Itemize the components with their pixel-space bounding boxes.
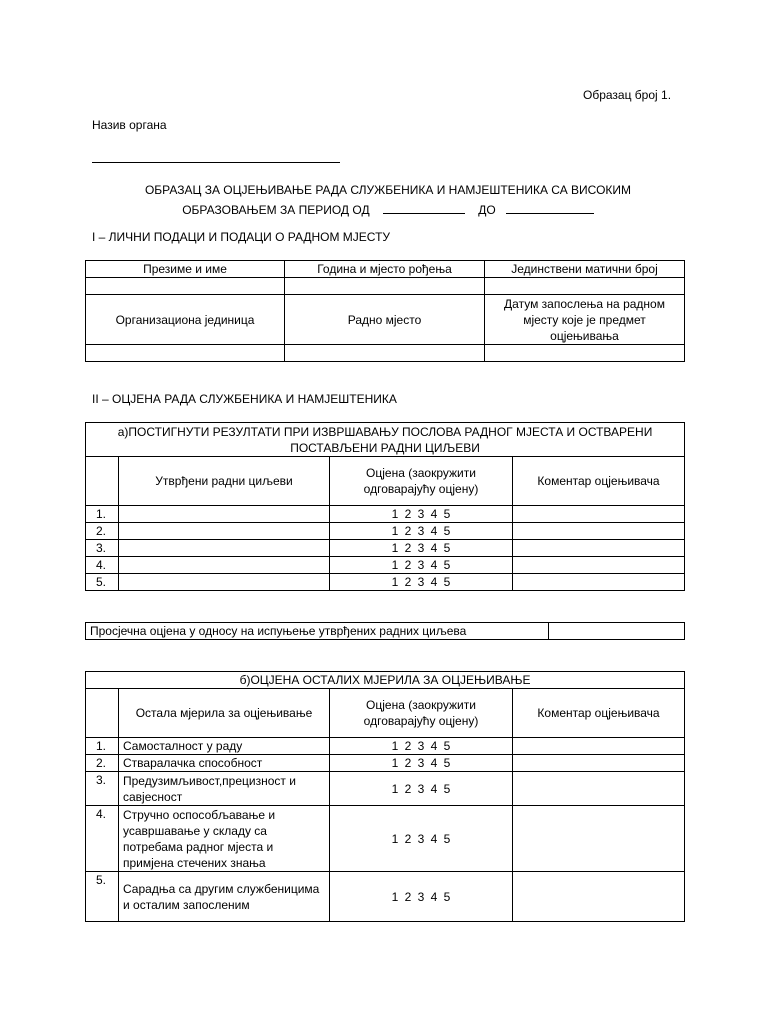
grade-scale[interactable]: 1 2 3 4 5	[330, 506, 513, 523]
criterion-label: Сарадња са другим службеницима и осталим запосленим	[119, 872, 330, 922]
row-number: 5.	[86, 872, 119, 922]
form-number: Образац број 1.	[583, 88, 672, 102]
goals-header: Утврђени радни циљеви	[119, 457, 330, 506]
comment-field[interactable]	[513, 574, 685, 591]
row-number: 3.	[86, 540, 119, 557]
table-row	[86, 557, 685, 574]
grade-scale[interactable]: 1 2 3 4 5	[330, 755, 513, 772]
criterion-label: Самосталност у раду	[119, 738, 330, 755]
criterion-label: Стручно оспособљавање и усавршавање у складу са потребама радног мјеста и примјена стечених знања	[119, 806, 330, 872]
criterion-label: Стваралачка способност	[119, 755, 330, 772]
criteria-header: Остала мјерила за оцјењивање	[119, 689, 330, 738]
period-from-field[interactable]	[383, 201, 465, 214]
header-name: Презиме и име	[86, 261, 285, 278]
table-row	[86, 755, 685, 772]
row-number: 1.	[86, 506, 119, 523]
goal-field[interactable]	[119, 574, 330, 591]
section-2-heading: II – ОЦЈЕНА РАДА СЛУЖБЕНИКА И НАМЈЕШТЕНИКА	[92, 392, 397, 406]
header-position: Радно мјесто	[285, 295, 485, 345]
average-label: Просјечна оцјена у односу на испуњење утврђених радних циљева	[86, 623, 549, 640]
header-jmbg: Јединствени матични број	[485, 261, 685, 278]
average-table	[85, 622, 685, 640]
goal-field[interactable]	[119, 506, 330, 523]
name-field[interactable]	[86, 278, 285, 295]
table-row	[86, 872, 685, 922]
position-field[interactable]	[285, 345, 485, 362]
grade-scale[interactable]: 1 2 3 4 5	[330, 772, 513, 806]
birth-field[interactable]	[285, 278, 485, 295]
section-1-heading: I – ЛИЧНИ ПОДАЦИ И ПОДАЦИ О РАДНОМ МЈЕСТУ	[92, 230, 391, 244]
header-employment-date: Датум запослења на радном мјесту које је предмет оцјењивања	[485, 295, 685, 345]
organ-name-label: Назив органа	[92, 118, 167, 132]
results-table	[85, 422, 685, 591]
grade-header: Оцјена (заокружити одговарајућу оцјену)	[330, 689, 513, 738]
row-number: 2.	[86, 755, 119, 772]
row-number: 4.	[86, 557, 119, 574]
row-number: 1.	[86, 738, 119, 755]
grade-scale[interactable]: 1 2 3 4 5	[330, 523, 513, 540]
grade-scale[interactable]: 1 2 3 4 5	[330, 872, 513, 922]
comment-field[interactable]	[513, 523, 685, 540]
comment-field[interactable]	[513, 557, 685, 574]
comment-field[interactable]	[513, 806, 685, 872]
grade-scale[interactable]: 1 2 3 4 5	[330, 574, 513, 591]
table-row	[86, 806, 685, 872]
row-number: 4.	[86, 806, 119, 872]
period-to-field[interactable]	[506, 201, 594, 214]
part-b-title: б)ОЦЈЕНА ОСТАЛИХ МЈЕРИЛА ЗА ОЦЈЕЊИВАЊЕ	[86, 672, 685, 689]
header-org-unit: Организациона јединица	[86, 295, 285, 345]
comment-field[interactable]	[513, 506, 685, 523]
comment-field[interactable]	[513, 755, 685, 772]
table-row	[86, 574, 685, 591]
average-field[interactable]	[549, 623, 685, 640]
grade-scale[interactable]: 1 2 3 4 5	[330, 540, 513, 557]
table-row	[86, 738, 685, 755]
grade-scale[interactable]: 1 2 3 4 5	[330, 738, 513, 755]
comment-header: Коментар оцјењивача	[513, 689, 685, 738]
row-number: 3.	[86, 772, 119, 806]
part-a-title: а)ПОСТИГНУТИ РЕЗУЛТАТИ ПРИ ИЗВРШАВАЊУ ПОСЛОВА РАДНОГ МЈЕСТА И ОСТВАРЕНИ ПОСТАВЉЕНИ РАДНИ ЦИЉЕВИ	[86, 423, 685, 457]
title-line-2	[92, 200, 684, 220]
grade-scale[interactable]: 1 2 3 4 5	[330, 806, 513, 872]
period-to-label: ДО	[478, 203, 496, 217]
row-number: 5.	[86, 574, 119, 591]
comment-field[interactable]	[513, 540, 685, 557]
jmbg-field[interactable]	[485, 278, 685, 295]
grade-scale[interactable]: 1 2 3 4 5	[330, 557, 513, 574]
goal-field[interactable]	[119, 540, 330, 557]
table-row	[86, 506, 685, 523]
comment-field[interactable]	[513, 772, 685, 806]
header-birth: Година и мјесто рођења	[285, 261, 485, 278]
criterion-label: Предузимљивост,прецизност и савјесност	[119, 772, 330, 806]
row-number: 2.	[86, 523, 119, 540]
other-criteria-table	[85, 671, 685, 922]
organ-name-field[interactable]	[92, 162, 340, 163]
table-row	[86, 540, 685, 557]
num-header	[86, 457, 119, 506]
comment-header: Коментар оцјењивача	[513, 457, 685, 506]
org-unit-field[interactable]	[86, 345, 285, 362]
personal-data-table	[85, 260, 685, 362]
title-line-1: ОБРАЗАЦ ЗА ОЦЈЕЊИВАЊЕ РАДА СЛУЖБЕНИКА И НАМЈЕШТЕНИКА СА ВИСОКИМ	[144, 183, 632, 197]
num-header	[86, 689, 119, 738]
comment-field[interactable]	[513, 738, 685, 755]
grade-header: Оцјена (заокружити одговарајућу оцјену)	[330, 457, 513, 506]
employment-date-field[interactable]	[485, 345, 685, 362]
table-row	[86, 523, 685, 540]
goal-field[interactable]	[119, 523, 330, 540]
comment-field[interactable]	[513, 872, 685, 922]
period-from-label: ОБРАЗОВАЊЕМ ЗА ПЕРИОД ОД	[182, 203, 370, 217]
table-row	[86, 772, 685, 806]
form-title	[92, 180, 684, 220]
goal-field[interactable]	[119, 557, 330, 574]
